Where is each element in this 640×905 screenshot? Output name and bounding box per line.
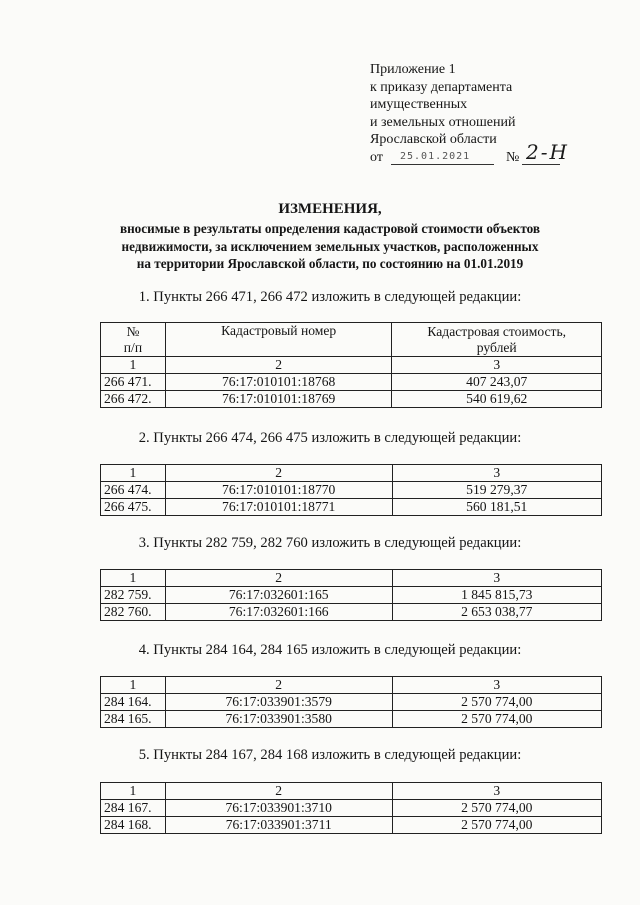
section-title-5: 5. Пункты 284 167, 284 168 изложить в следующей редакции: — [138, 747, 522, 763]
document-subtitle — [70, 220, 590, 273]
column-number: 1 — [101, 357, 166, 374]
table-row — [101, 391, 602, 408]
row-cadastral-value: 2 570 774,00 — [392, 800, 602, 817]
column-number: 2 — [165, 570, 392, 587]
row-item-number: 266 474. — [101, 482, 166, 499]
row-item-number: 266 472. — [101, 391, 166, 408]
row-cadastral-value: 2 570 774,00 — [392, 711, 602, 728]
table-row — [101, 604, 602, 621]
number-underline — [522, 164, 560, 165]
table-row — [101, 817, 602, 834]
row-cadastral-number: 76:17:033901:3579 — [165, 694, 392, 711]
appendix-line: к приказу департамента — [370, 79, 513, 95]
number-label: № — [506, 149, 520, 165]
column-number-row — [101, 677, 602, 694]
appendix-line: Приложение 1 — [370, 62, 456, 77]
row-item-number: 266 475. — [101, 499, 166, 516]
table-row — [101, 694, 602, 711]
section-title-1: 1. Пункты 266 471, 266 472 изложить в следующей редакции: — [138, 289, 522, 305]
section-title-3: 3. Пункты 282 759, 282 760 изложить в следующей редакции: — [138, 535, 522, 551]
row-cadastral-value: 540 619,62 — [392, 391, 602, 408]
section-title-2: 2. Пункты 266 474, 266 475 изложить в следующей редакции: — [138, 430, 522, 446]
row-cadastral-number: 76:17:032601:165 — [165, 587, 392, 604]
section-table-1 — [100, 322, 602, 408]
row-cadastral-number: 76:17:033901:3711 — [165, 817, 392, 834]
row-cadastral-number: 76:17:010101:18771 — [165, 499, 392, 516]
row-cadastral-number: 76:17:033901:3580 — [165, 711, 392, 728]
section-table-3 — [100, 569, 602, 621]
section-title-4: 4. Пункты 284 164, 284 165 изложить в следующей редакции: — [138, 642, 522, 658]
row-item-number: 284 165. — [101, 711, 166, 728]
from-label: от — [370, 149, 383, 165]
header-text: Кадастровая стоимость, — [427, 323, 567, 339]
section-table-4 — [100, 676, 602, 728]
table-row — [101, 587, 602, 604]
subtitle-line: вносимые в результаты определения кадастровой стоимости объектов — [119, 221, 541, 236]
row-cadastral-number: 76:17:010101:18769 — [165, 391, 392, 408]
row-cadastral-value: 519 279,37 — [392, 482, 601, 499]
header-text: п/п — [123, 339, 143, 355]
column-number: 2 — [165, 783, 392, 800]
row-item-number: 284 167. — [101, 800, 166, 817]
header-col-cadastral-value — [392, 323, 602, 357]
document-title: ИЗМЕНЕНИЯ, — [278, 201, 382, 217]
row-item-number: 284 168. — [101, 817, 166, 834]
table-row — [101, 499, 602, 516]
row-item-number: 266 471. — [101, 374, 166, 391]
column-number: 2 — [165, 677, 392, 694]
row-cadastral-value: 560 181,51 — [392, 499, 601, 516]
row-cadastral-value: 2 570 774,00 — [392, 694, 602, 711]
column-number: 3 — [392, 465, 601, 482]
column-number: 1 — [101, 465, 166, 482]
row-cadastral-value: 407 243,07 — [392, 374, 602, 391]
header-col-number — [101, 323, 166, 357]
table-row — [101, 800, 602, 817]
row-cadastral-number: 76:17:033901:3710 — [165, 800, 392, 817]
order-date-stamp: 25.01.2021 — [400, 150, 471, 162]
document-title-block — [70, 199, 590, 273]
row-item-number: 282 759. — [101, 587, 166, 604]
column-number: 2 — [165, 465, 392, 482]
appendix-line: и земельных отношений — [370, 114, 516, 130]
column-number: 3 — [392, 357, 602, 374]
table-row — [101, 374, 602, 391]
appendix-line: Ярославской области — [370, 132, 497, 148]
table-row — [101, 711, 602, 728]
column-number: 2 — [165, 357, 392, 374]
column-number: 1 — [101, 570, 166, 587]
column-number: 1 — [101, 677, 166, 694]
row-item-number: 282 760. — [101, 604, 166, 621]
column-number: 3 — [392, 570, 602, 587]
column-number-row — [101, 570, 602, 587]
section-table-5 — [100, 782, 602, 834]
row-item-number: 284 164. — [101, 694, 166, 711]
appendix-line: имущественных — [370, 97, 468, 113]
header-text: рублей — [476, 339, 517, 355]
column-number-row — [101, 783, 602, 800]
row-cadastral-number: 76:17:032601:166 — [165, 604, 392, 621]
row-cadastral-number: 76:17:010101:18768 — [165, 374, 392, 391]
row-cadastral-value: 2 653 038,77 — [392, 604, 602, 621]
column-number-row — [101, 465, 602, 482]
row-cadastral-number: 76:17:010101:18770 — [165, 482, 392, 499]
column-number: 3 — [392, 677, 602, 694]
table-row — [101, 482, 602, 499]
header-text: № — [126, 323, 140, 339]
header-col-cadastral-number: Кадастровый номер — [165, 323, 392, 357]
subtitle-line: недвижимости, за исключением земельных участков, расположенных — [121, 238, 539, 254]
column-number-row — [101, 357, 602, 374]
row-cadastral-value: 2 570 774,00 — [392, 817, 602, 834]
order-number-handwritten: 2-Н — [526, 139, 569, 164]
row-cadastral-value: 1 845 815,73 — [392, 587, 602, 604]
subtitle-line: на территории Ярославской области, по состоянию на 01.01.2019 — [136, 256, 524, 271]
section-table-2 — [100, 464, 602, 516]
table-header-row — [101, 323, 602, 357]
appendix-header — [370, 61, 569, 167]
column-number: 3 — [392, 783, 602, 800]
column-number: 1 — [101, 783, 166, 800]
